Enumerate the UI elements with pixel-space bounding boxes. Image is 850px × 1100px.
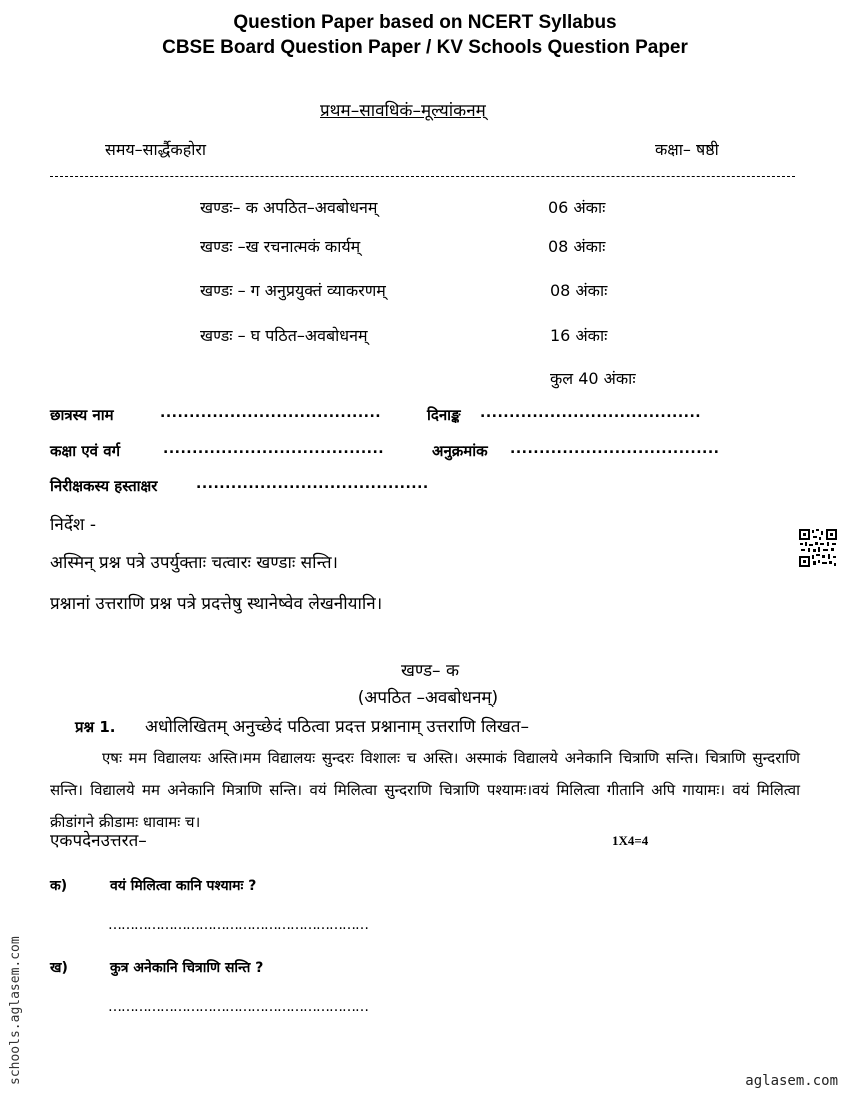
section-c-label: खण्डः – ग अनुप्रयुक्तं व्याकरणम् [200, 281, 386, 300]
header-line-2: CBSE Board Question Paper / KV Schools Question Paper [162, 37, 688, 58]
exam-class: कक्षा– षष्ठी [655, 140, 719, 159]
section-a-heading: खण्ड– क [400, 661, 460, 681]
question-1-number: प्रश्न 1. [75, 718, 116, 736]
student-name-label: छात्रस्य नाम [50, 406, 114, 424]
separator-line [50, 176, 795, 177]
roll-number-field[interactable]: .................................... [510, 441, 720, 457]
question-1-text: अधोलिखितम् अनुच्छेदं पठित्वा प्रदत्त प्रश्नानाम् उत्तराणि लिखत– [145, 717, 529, 737]
question-marks: 1X4=4 [612, 833, 649, 848]
total-marks: कुल 40 अंकाः [550, 369, 636, 388]
section-a-marks: 06 अंकाः [548, 198, 606, 217]
qr-code [798, 528, 838, 568]
student-name-field[interactable]: ...................................... [160, 405, 382, 421]
class-section-label: कक्षा एवं वर्ग [50, 442, 121, 460]
sub-question-label: क) [50, 878, 68, 894]
section-b-marks: 08 अंकाः [548, 237, 606, 256]
instruction-line-1: अस्मिन् प्रश्न पत्रे उपर्युक्ताः चत्वारः खण्डाः सन्ति। [50, 553, 338, 573]
section-b-label: खण्डः –ख रचनात्मकं कार्यम् [200, 237, 361, 256]
answer-line[interactable]: …………………………………………………… [108, 999, 368, 1015]
sub-question-label: ख) [50, 960, 68, 976]
invigilator-sign-field[interactable]: ........................................ [196, 476, 429, 492]
header-line-1: Question Paper based on NCERT Syllabus [233, 12, 617, 33]
comprehension-passage: एषः मम विद्यालयः अस्ति।मम विद्यालयः सुन्दरः विशालः च अस्ति। अस्माकं विद्यालये अनेकानि चित्राणि सन्ति। चित्राणि सुन्दराणि सन्ति। विद्यालये मम अनेकानि मित्राणि सन्ति। वयं मिलित्वा सुन्दराणि चित्राणि पश्यामः।वयं मिलित्वा गीतानि अपि गायामः। वयं मिलित्वा क्रीडांगने क्रीडामः धावामः च। [50, 749, 800, 831]
date-label: दिनाङ्क [427, 406, 461, 424]
roll-number-label: अनुक्रमांक [432, 442, 488, 460]
section-a-subheading: (अपठित –अवबोधनम्) [357, 688, 499, 708]
exam-time: समय–सार्द्धैकहोरा [105, 140, 207, 159]
side-watermark: schools.aglasem.com [8, 936, 23, 1085]
instruction-line-2: प्रश्नानां उत्तराणि प्रश्न पत्रे प्रदत्तेषु स्थानेष्वेव लेखनीयानि। [50, 594, 383, 614]
invigilator-sign-label: निरीक्षकस्य हस्ताक्षर [50, 477, 158, 495]
section-d-label: खण्डः – घ पठित–अवबोधनम् [200, 326, 368, 345]
class-section-field[interactable]: ...................................... [163, 441, 385, 457]
exam-title: प्रथम–सावधिकं–मूल्यांकनम् [320, 101, 486, 121]
date-field[interactable]: ...................................... [480, 405, 702, 421]
section-a-label: खण्डः– क अपठित–अवबोधनम् [200, 198, 378, 217]
instructions-heading: निर्देश - [50, 515, 96, 535]
one-word-instruction: एकपदेनउत्तरत– [50, 831, 147, 851]
answer-line[interactable]: …………………………………………………… [108, 917, 368, 933]
sub-question-text: वयं मिलित्वा कानि पश्यामः ? [110, 878, 257, 894]
section-c-marks: 08 अंकाः [550, 281, 608, 300]
sub-question-text: कुत्र अनेकानि चित्राणि सन्ति ? [110, 960, 264, 976]
section-d-marks: 16 अंकाः [550, 326, 608, 345]
footer-watermark[interactable]: aglasem.com [745, 1073, 838, 1089]
